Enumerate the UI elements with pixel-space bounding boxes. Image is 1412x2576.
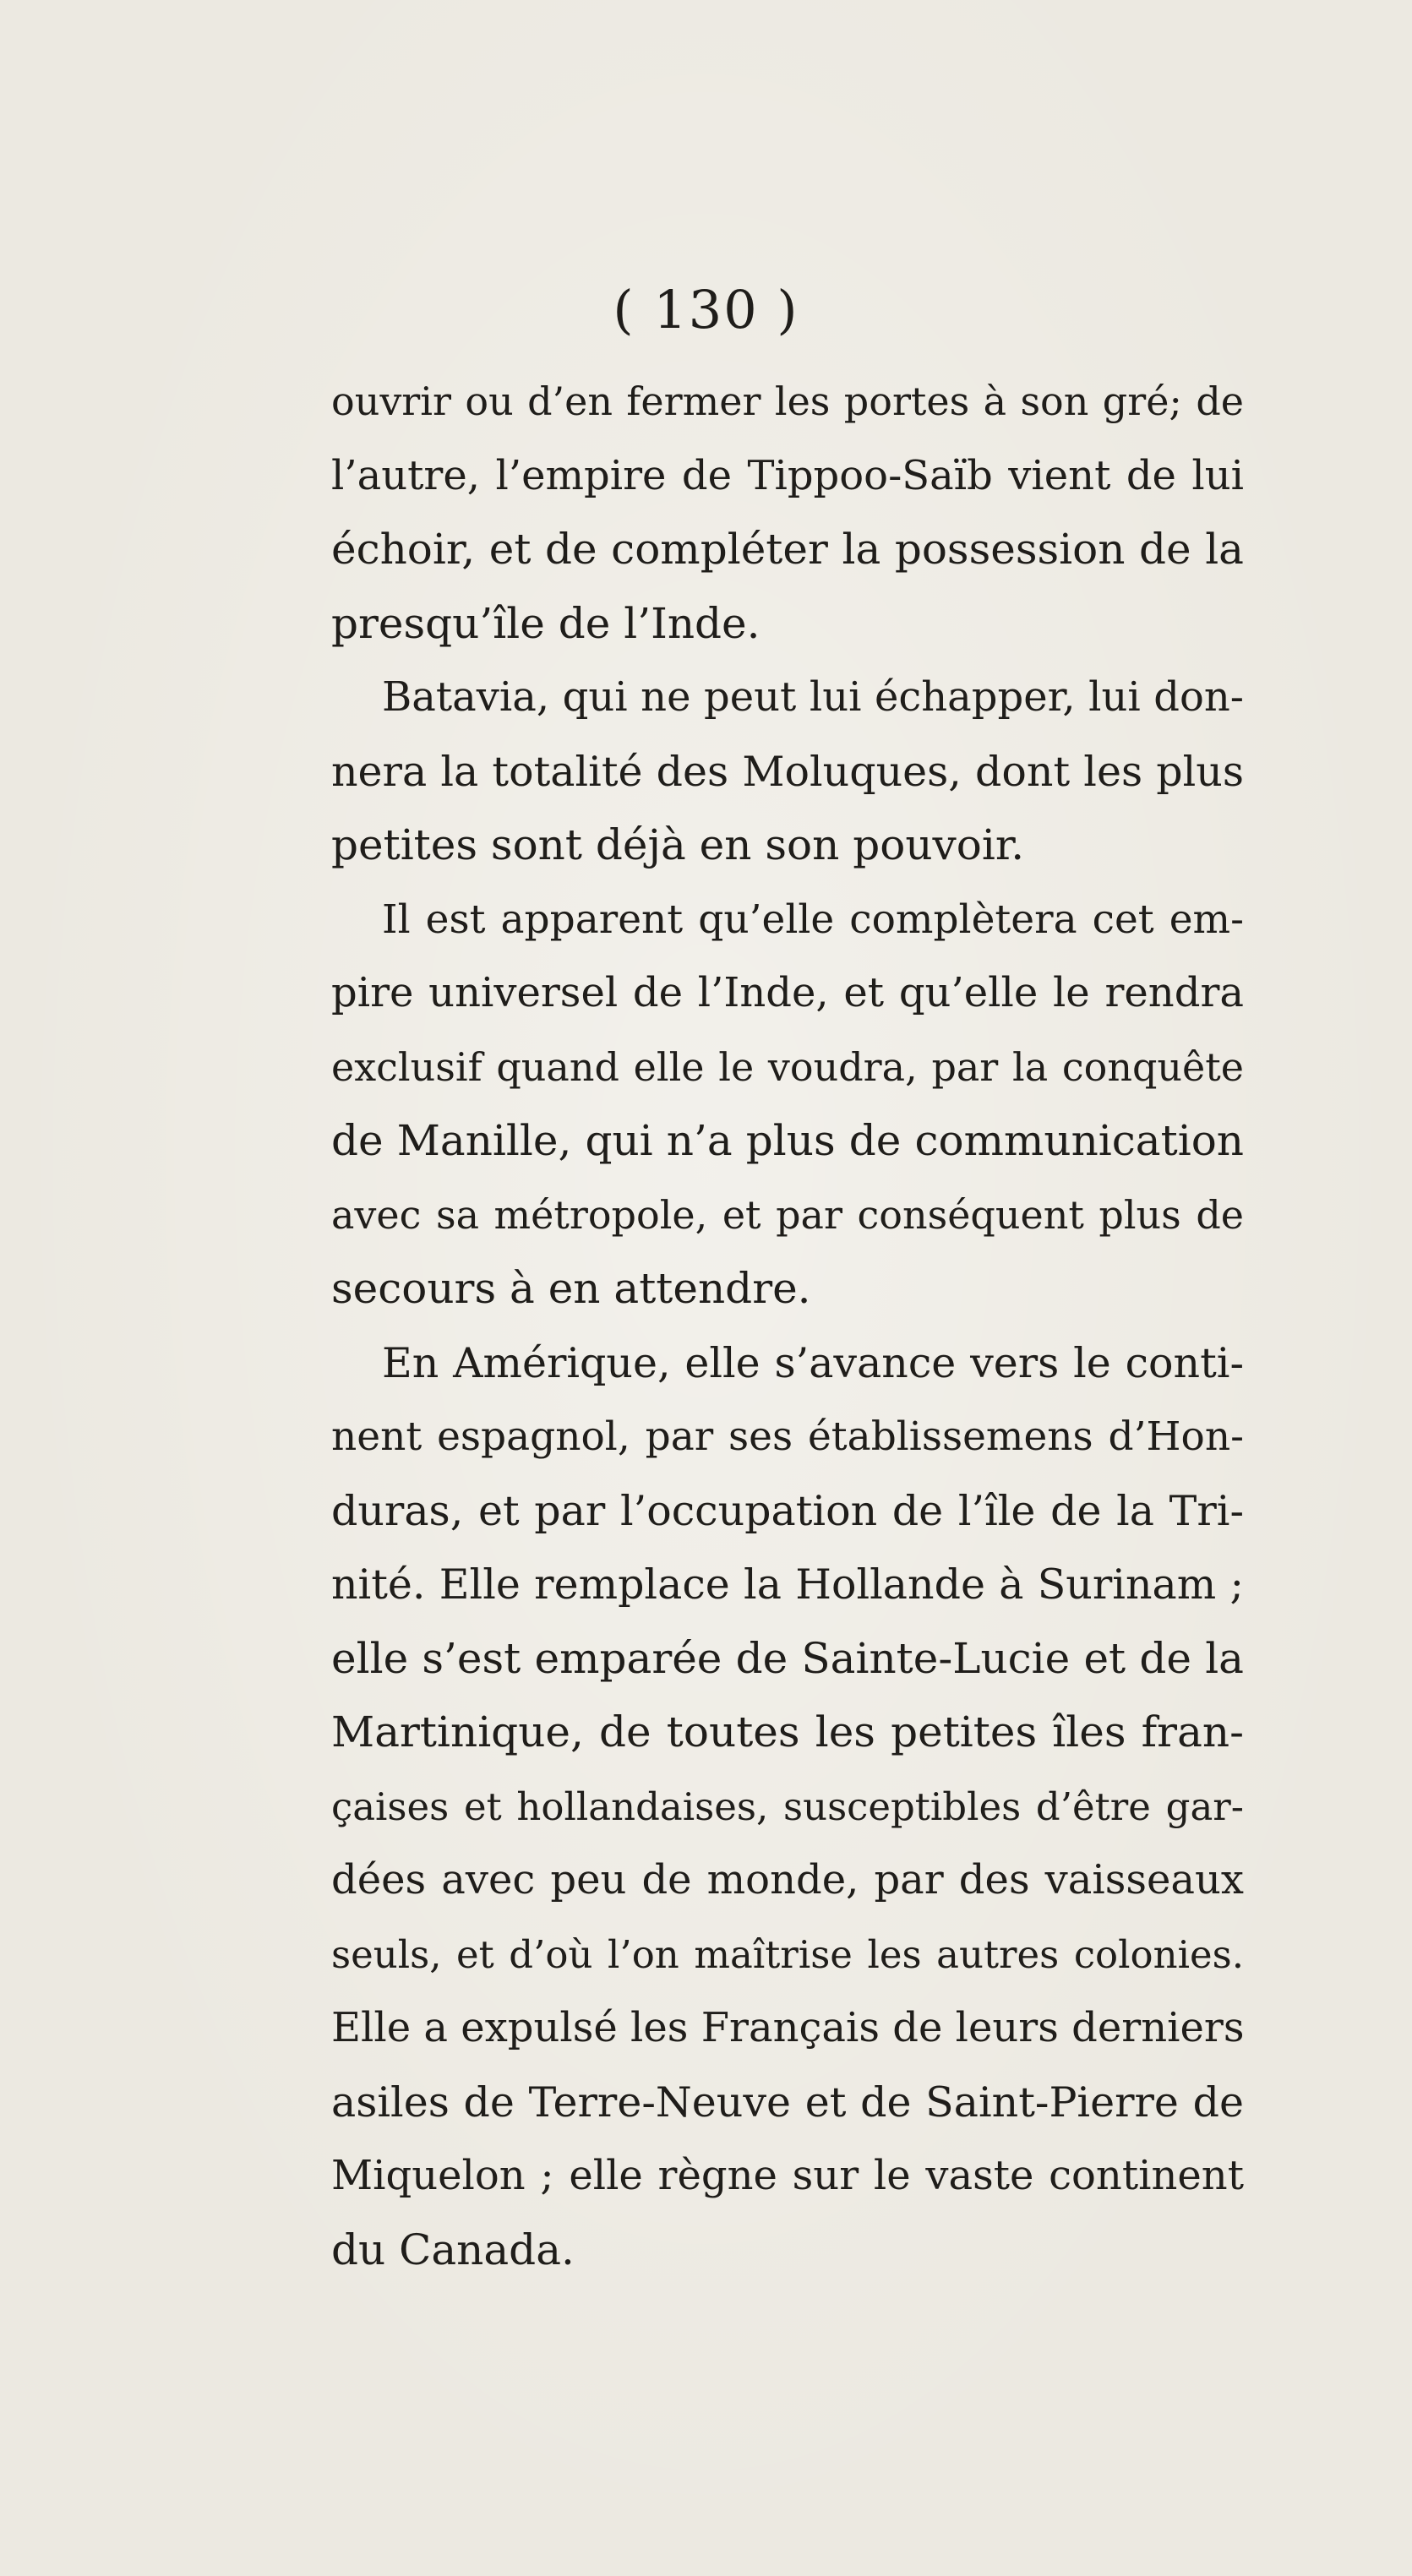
text-line: Martinique, de toutes les petites îles fran- [331,1707,1244,1756]
text-line: Batavia, qui ne peut lui échapper, lui don- [382,673,1244,721]
text-line: nera la totalité des Moluques, dont les plus [331,747,1244,796]
text-line: avec sa métropole, et par conséquent plus de [331,1191,1244,1238]
text-line: duras, et par l’occupation de l’île de la Tri- [331,1486,1244,1535]
text-line: dées avec peu de monde, par des vaisseaux [331,1856,1244,1903]
text-line: secours à en attendre. [331,1264,811,1313]
text-line: En Amérique, elle s’avance vers le conti- [382,1338,1244,1387]
page-number: ( 130 ) [613,279,799,340]
text-line: nent espagnol, par ses établissemens d’Hon- [331,1413,1244,1460]
text-line: du Canada. [331,2225,575,2274]
text-line: exclusif quand elle le voudra, par la conquête [331,1043,1244,1090]
text-line: l’autre, l’empire de Tippoo-Saïb vient de lui [331,451,1244,499]
text-line: pire universel de l’Inde, et qu’elle le rendra [331,969,1244,1016]
text-line: seuls, et d’où l’on maîtrise les autres colonies. [331,1931,1244,1977]
text-line: petites sont déjà en son pouvoir. [331,820,1025,869]
text-line: elle s’est emparée de Sainte-Lucie et de la [331,1633,1244,1683]
text-line: Miquelon ; elle règne sur le vaste continent [331,2152,1244,2199]
text-line: Il est apparent qu’elle complètera cet em- [382,896,1244,943]
text-line: presqu’île de l’Inde. [331,598,761,648]
text-line: çaises et hollandaises, susceptibles d’être gar- [331,1784,1244,1829]
text-line: ouvrir ou d’en fermer les portes à son gré; de [331,379,1244,424]
text-line: nité. Elle remplace la Hollande à Surinam ; [331,1560,1244,1609]
text-line: échoir, et de compléter la possession de la [331,525,1244,574]
text-line: Elle a expulsé les Français de leurs derniers [331,2004,1245,2051]
body-text [331,365,1244,2287]
text-line: asiles de Terre-Neuve et de Saint-Pierre de [331,2078,1244,2127]
text-line: de Manille, qui n’a plus de communication [331,1116,1244,1165]
